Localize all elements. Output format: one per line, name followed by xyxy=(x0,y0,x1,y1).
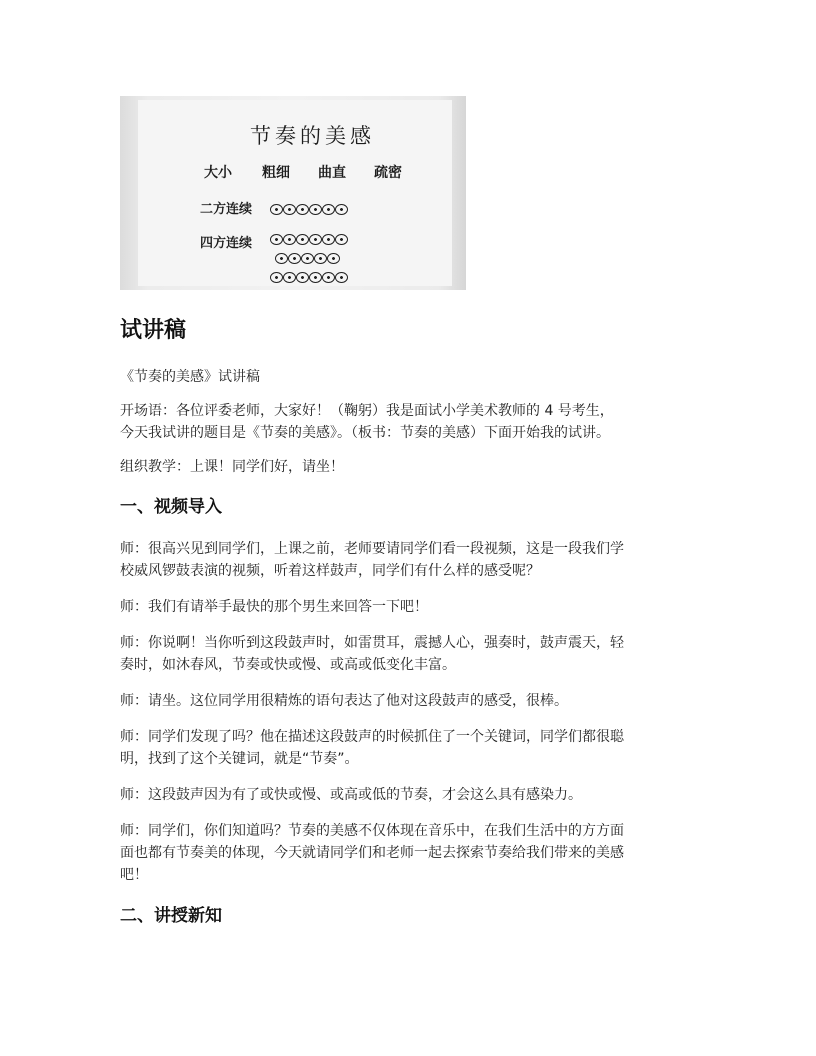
board-attr: 大小 xyxy=(204,165,232,181)
dialogue-line: 吧！ xyxy=(120,867,148,883)
dialogue-paragraph xyxy=(120,784,700,806)
dialogue-paragraph xyxy=(120,538,700,582)
dialogue-paragraph xyxy=(120,820,700,886)
paper-sheet xyxy=(138,100,452,286)
dialogue-line: 奏时，如沐春风，节奏或快或慢、或高或低变化丰富。 xyxy=(120,657,456,673)
organize-paragraph: 组织教学：上课！同学们好，请坐！ xyxy=(120,459,344,475)
board-title: 节奏的美感 xyxy=(250,124,375,148)
doc-title: 试讲稿 xyxy=(120,318,187,343)
opening-paragraph xyxy=(120,400,700,444)
dialogue-line: 师：同学们发现了吗？他在描述这段鼓声的时候抓住了一个关键词，同学们都很聪 xyxy=(120,729,624,745)
doc-subtitle: 《节奏的美感》试讲稿 xyxy=(120,369,260,385)
dialogue-paragraph xyxy=(120,632,700,676)
dialogue-line: 师：你说啊！当你听到这段鼓声时，如雷贯耳，震撼人心，强奏时，鼓声震天，轻 xyxy=(120,635,624,651)
dialogue-line: 师：这段鼓声因为有了或快或慢、或高或低的节奏，才会这么具有感染力。 xyxy=(120,787,582,803)
board-attr: 粗细 xyxy=(262,165,290,181)
opening-line: 今天我试讲的题目是《节奏的美感》。（板书：节奏的美感）下面开始我的试讲。 xyxy=(120,425,610,441)
flower-grid-icon xyxy=(270,230,350,290)
dialogue-paragraph xyxy=(120,596,700,618)
dialogue-paragraph xyxy=(120,690,700,712)
board-photo xyxy=(120,96,466,290)
board-attr: 曲直 xyxy=(318,165,346,181)
board-line-two: 二方连续 xyxy=(200,202,253,217)
opening-line: 开场语：各位评委老师，大家好！（鞠躬）我是面试小学美术教师的 4 号考生， xyxy=(120,403,614,419)
dialogue-line: 师：很高兴见到同学们，上课之前，老师要请同学们看一段视频，这是一段我们学 xyxy=(120,541,624,557)
board-line-four: 四方连续 xyxy=(200,236,253,251)
section-heading-new-knowledge: 二、讲授新知 xyxy=(120,906,222,926)
dialogue-line: 面也都有节奏美的体现，今天就请同学们和老师一起去探索节奏给我们带来的美感 xyxy=(120,845,624,861)
section-heading-video: 一、视频导入 xyxy=(120,497,222,517)
dialogue-line: 明，找到了这个关键词，就是“节奏”。 xyxy=(120,751,359,767)
document-page xyxy=(120,96,700,925)
dialogue-line: 校威风锣鼓表演的视频，听着这样鼓声，同学们有什么样的感受呢？ xyxy=(120,563,540,579)
dialogue-line: 师：请坐。这位同学用很精炼的语句表达了他对这段鼓声的感受，很棒。 xyxy=(120,693,568,709)
dialogue-line: 师：我们有请举手最快的那个男生来回答一下吧！ xyxy=(120,599,428,615)
flower-row-icon xyxy=(270,200,348,219)
board-attr: 疏密 xyxy=(374,165,402,181)
dialogue-line: 师：同学们，你们知道吗？节奏的美感不仅体现在音乐中，在我们生活中的方方面 xyxy=(120,823,624,839)
dialogue-paragraph xyxy=(120,726,700,770)
